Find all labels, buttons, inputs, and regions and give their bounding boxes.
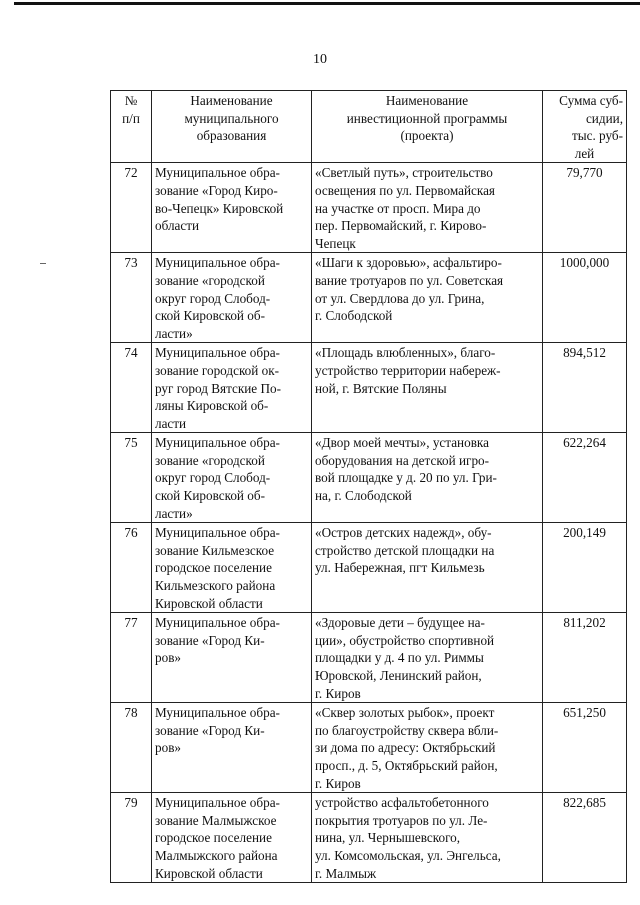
subsidy-amount: 1000,000	[543, 253, 627, 343]
table-row	[111, 703, 627, 793]
program-name: «Остров детских надежд», обу- стройство детской площадки на ул. Набережная, пгт Кильмезь	[312, 523, 543, 613]
row-number: 72	[111, 163, 152, 253]
header-program: Наименование инвестиционной программы (проекта)	[312, 91, 543, 163]
margin-mark	[40, 263, 46, 264]
municipality-name: Муниципальное обра- зование «городской округ город Слобод- ской Кировской об- ласти»	[152, 433, 312, 523]
table-body	[111, 163, 627, 883]
row-number: 79	[111, 793, 152, 883]
municipality-name: Муниципальное обра- зование «Город Ки- ров»	[152, 703, 312, 793]
municipality-name: Муниципальное обра- зование Малмыжское городское поселение Малмыжского района Кировской области	[152, 793, 312, 883]
subsidy-amount: 811,202	[543, 613, 627, 703]
row-number: 75	[111, 433, 152, 523]
table-row	[111, 793, 627, 883]
header-number: № п/п	[111, 91, 152, 163]
municipality-name: Муниципальное обра- зование Кильмезское городское поселение Кильмезского района Кировской области	[152, 523, 312, 613]
row-number: 74	[111, 343, 152, 433]
municipality-name: Муниципальное обра- зование «Город Ки- ров»	[152, 613, 312, 703]
municipality-name: Муниципальное обра- зование «городской округ город Слобод- ской Кировской об- ласти»	[152, 253, 312, 343]
table-row	[111, 523, 627, 613]
program-name: «Сквер золотых рыбок», проект по благоустройству сквера вбли- зи дома по адресу: Октябрьский просп., д. 5, Октябрьский район, г. Киров	[312, 703, 543, 793]
municipality-name: Муниципальное обра- зование «Город Киро- во-Чепецк» Кировской области	[152, 163, 312, 253]
program-name: «Шаги к здоровью», асфальтиро- вание тротуаров по ул. Советская от ул. Свердлова до ул. Грина, г. Слободской	[312, 253, 543, 343]
table-row	[111, 253, 627, 343]
row-number: 73	[111, 253, 152, 343]
program-name: «Светлый путь», строительство освещения по ул. Первомайская на участке от просп. Мира до пер. Первомайский, г. Кирово- Чепецк	[312, 163, 543, 253]
row-number: 77	[111, 613, 152, 703]
municipality-name: Муниципальное обра- зование городской ок- руг город Вятские По- ляны Кировской об- ласти	[152, 343, 312, 433]
subsidy-amount: 200,149	[543, 523, 627, 613]
subsidy-table	[110, 90, 627, 883]
program-name: «Здоровые дети – будущее на- ции», обустройство спортивной площадки у д. 4 по ул. Риммы Юровской, Ленинский район, г. Киров	[312, 613, 543, 703]
header-amount: Сумма суб- сидии, тыс. руб- лей	[543, 91, 627, 163]
table-header-row	[111, 91, 627, 163]
subsidy-amount: 894,512	[543, 343, 627, 433]
table-row	[111, 613, 627, 703]
table-row	[111, 343, 627, 433]
table-row	[111, 163, 627, 253]
program-name: «Площадь влюбленных», благо- устройство территории набереж- ной, г. Вятские Поляны	[312, 343, 543, 433]
subsidy-amount: 822,685	[543, 793, 627, 883]
subsidy-amount: 651,250	[543, 703, 627, 793]
row-number: 78	[111, 703, 152, 793]
header-municipality: Наименование муниципального образования	[152, 91, 312, 163]
program-name: «Двор моей мечты», установка оборудования на детской игро- вой площадке у д. 20 по ул. Гри- на, г. Слободской	[312, 433, 543, 523]
top-border-rule	[14, 2, 640, 5]
program-name: устройство асфальтобетонного покрытия тротуаров по ул. Ле- нина, ул. Чернышевского, ул. Комсомольская, ул. Энгельса, г. Малмыж	[312, 793, 543, 883]
page-number: 10	[313, 52, 327, 67]
table-row	[111, 433, 627, 523]
row-number: 76	[111, 523, 152, 613]
subsidy-amount: 622,264	[543, 433, 627, 523]
subsidy-amount: 79,770	[543, 163, 627, 253]
